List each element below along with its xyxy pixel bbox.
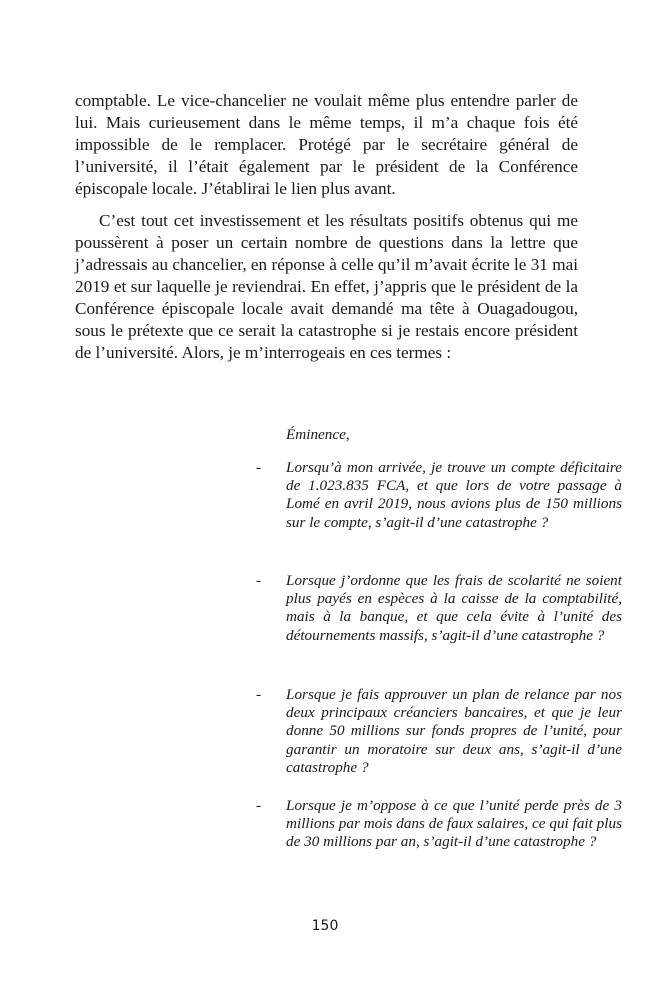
- letter-item: [256, 572, 622, 645]
- letter-item-text: Lorsque je m’oppose à ce que l’unité perde près de 3 millions par mois dans de faux salaires, ce qui fait plus de 30 millions par an, s’agit-il d’une catastrophe ?: [286, 797, 622, 851]
- page-number: 150: [311, 918, 339, 934]
- paragraph-continuation: comptable. Le vice-chancelier ne voulait même plus entendre parler de lui. Mais curieusement dans le même temps, il m’a chaque fois été impossible de le remplacer. Protégé par le secrétaire général de l’université, il l’était également par le président de la Conférence épiscopale locale. J’établirai le lien plus avant.: [75, 91, 578, 198]
- letter-salutation: Éminence,: [286, 426, 350, 443]
- letter-item-text: Lorsque j’ordonne que les frais de scolarité ne soient plus payés en espèces à la caisse de la comptabilité, mais à la banque, et que cela évite à l’unité des détournements massifs, s’agit-il d’une catastrophe ?: [286, 572, 622, 644]
- letter-item: [256, 797, 622, 852]
- bullet-dash: -: [256, 797, 262, 814]
- letter-item-text: Lorsque je fais approuver un plan de relance par nos deux principaux créanciers bancaires, et que je leur donne 50 millions sur fonds propres de l’unité, pour garantir un moratoire sur deux ans, s’agit-il d’une catastrophe ?: [286, 686, 622, 776]
- letter-item: [256, 459, 622, 532]
- bullet-dash: -: [256, 686, 262, 703]
- bullet-dash: -: [256, 459, 262, 476]
- paragraph-questions-intro: C’est tout cet investissement et les résultats positifs obtenus qui me poussèrent à poser un certain nombre de questions dans la lettre que j’adressais au chancelier, en réponse à celle qu’il m’avait écrite le 31 mai 2019 et sur laquelle je reviendrai. En effet, j’appris que le président de la Conférence épiscopale locale avait demandé ma tête à Ouagadougou, sous le prétexte que ce serait la catastrophe si je restais encore président de l’université. Alors, je m’interrogeais en ces termes :: [75, 211, 578, 362]
- letter-item-text: Lorsqu’à mon arrivée, je trouve un compte déficitaire de 1.023.835 FCA, et que lors de votre passage à Lomé en avril 2019, nous avions plus de 150 millions sur le compte, s’agit-il d’une catastrophe ?: [286, 459, 622, 531]
- bullet-dash: -: [256, 572, 262, 589]
- letter-item: [256, 686, 622, 777]
